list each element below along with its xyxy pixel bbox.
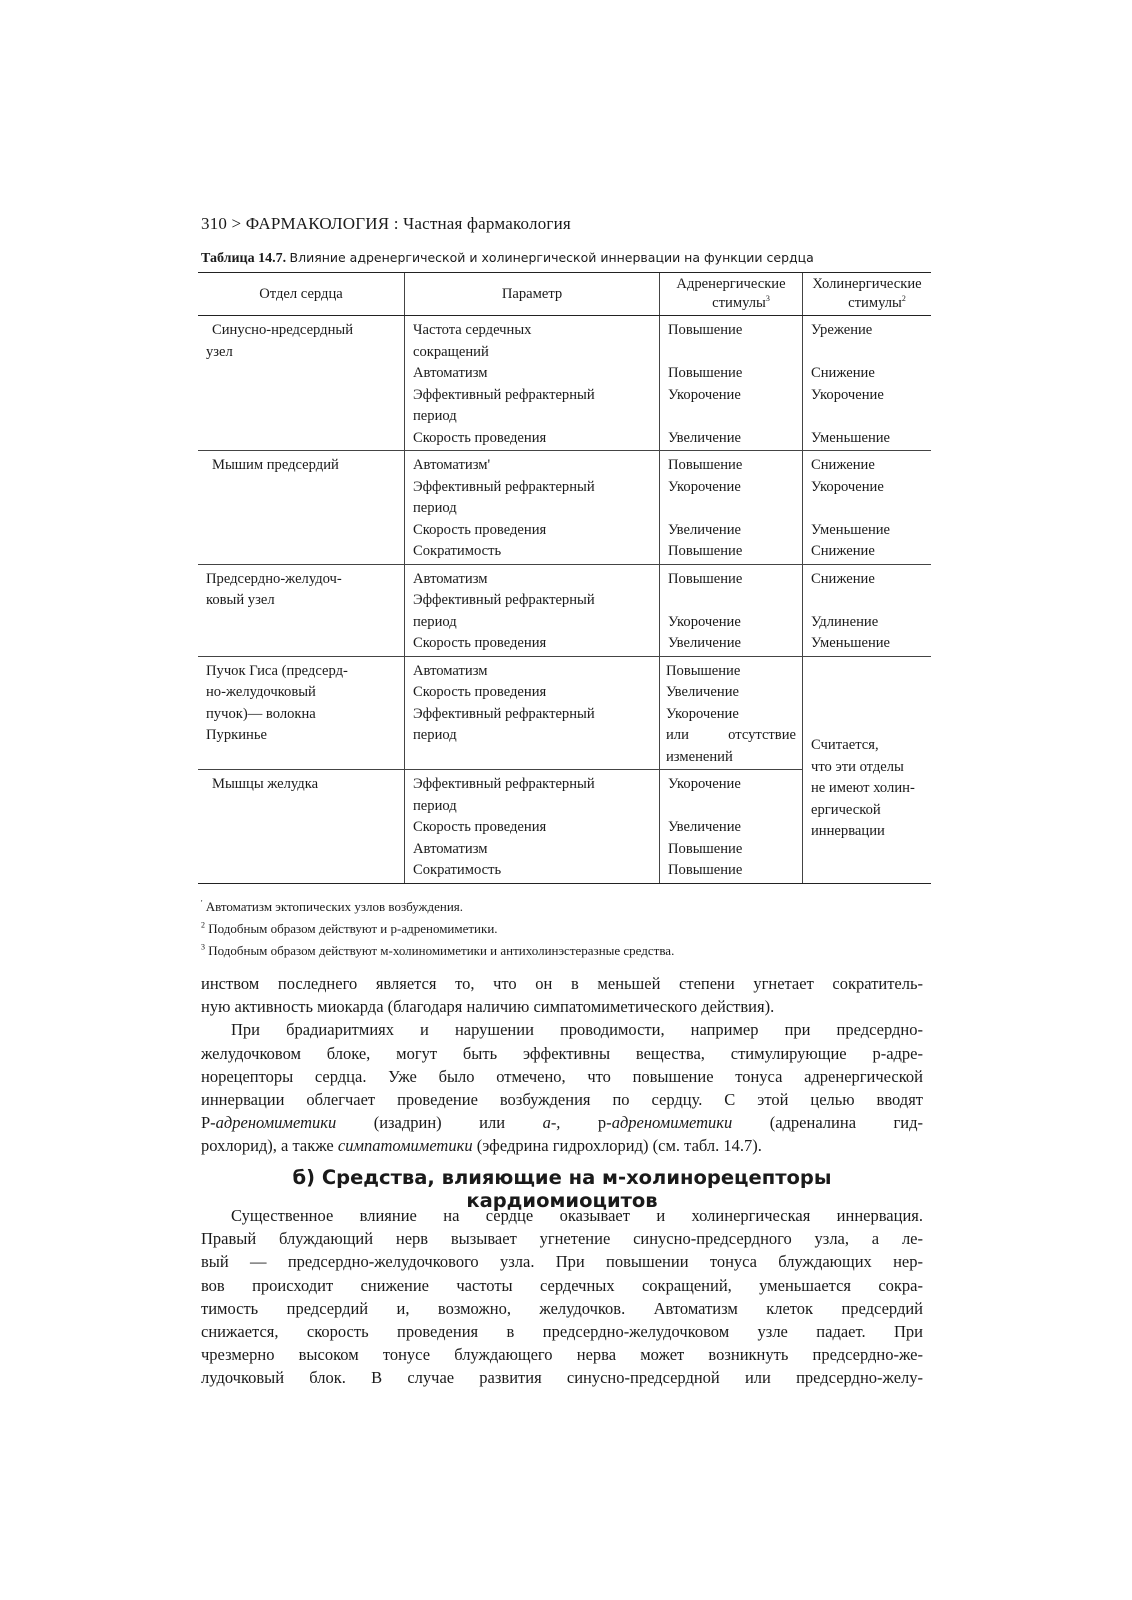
effect-text: Укорочение — [668, 613, 741, 630]
parameter-text: Скорость проведения — [413, 429, 547, 446]
parameter-text: Автоматизм' — [413, 457, 491, 473]
parameter-cell — [405, 770, 660, 884]
drug-class-italic: адреномиметики — [611, 1113, 733, 1133]
section-name-line: пучок)— волокна — [206, 705, 316, 722]
section-name-line: Пуркинье — [206, 727, 267, 743]
text-run: (адреналина гид- — [732, 1113, 923, 1133]
effect-text: Повышение — [668, 543, 743, 559]
footnote-mark: ' — [201, 898, 203, 908]
effect-text: Снижение — [811, 570, 875, 587]
effect-text: Повышение — [668, 365, 743, 381]
text-line: норецепторы сердца. Уже было отмечено, что повышение тонуса адренергической — [201, 1066, 923, 1086]
parameter-cell — [405, 564, 660, 656]
text-run: (эфедрина гидрохлорид) (см. табл. 14.7). — [472, 1136, 762, 1156]
header-heart-section: Отдел сердца — [198, 273, 405, 316]
parameter-text: сокращений — [413, 343, 489, 360]
parameter-text: Автоматизм — [413, 570, 488, 587]
effect-text: Повышение — [666, 662, 741, 679]
effect-text: Увеличение — [668, 521, 741, 538]
section-name-line: Пучок Гиса (предсерд- — [206, 662, 348, 679]
section-cell — [198, 451, 405, 565]
effect-text: Снижение — [811, 365, 875, 381]
effect-text-justified — [666, 725, 796, 747]
section-name-line: Мышцы желудка — [212, 776, 319, 792]
effect-text: Укорочение — [811, 386, 884, 403]
parameter-text: Автоматизм — [413, 365, 488, 381]
text-line: вов происходит снижение частоты сердечных сокращений, уменьшается сокра- — [201, 1275, 923, 1295]
merged-note-line: не имеют холин- — [811, 780, 915, 797]
effect-text: Уменьшение — [811, 635, 891, 651]
effect-text: Уменьшение — [811, 429, 891, 446]
text-run: р- — [560, 1113, 612, 1133]
footnote-text: Подобным образом действуют м-холиномиметики и антихолинэстеразные средства. — [208, 943, 675, 958]
section-cell — [198, 770, 405, 884]
text-line: лудочковый блок. В случае развития синусно-предсердной или предсердно-желу- — [201, 1368, 923, 1388]
parameter-cell — [405, 316, 660, 451]
merged-cholinergic-note-cell — [803, 656, 932, 883]
effect-text: Укорочение — [668, 776, 741, 792]
effect-text: Снижение — [811, 457, 875, 473]
section-name-line: но-желудочковый — [206, 684, 316, 700]
effect-text: Повышение — [668, 570, 743, 587]
header-adrenergic-line2: стимулы — [712, 295, 766, 311]
parameter-text: Скорость проведения — [413, 521, 547, 538]
footnote — [201, 896, 674, 918]
effect-text: отсутствие — [728, 727, 796, 743]
header-adrenergic — [660, 273, 803, 316]
section-cell — [198, 564, 405, 656]
header-cholinergic-footnote-mark: 2 — [901, 294, 906, 304]
parameter-text: Скорость проведения — [413, 819, 547, 835]
cholinergic-cell — [803, 451, 932, 565]
drug-class-italic: адреномиметики — [215, 1113, 337, 1133]
section-cell — [198, 656, 405, 770]
parameter-text: период — [413, 613, 457, 630]
text-line: снижается, скорость проведения в предсердно-желудочковом узле падает. При — [201, 1322, 923, 1342]
effect-text: Укорочение — [811, 478, 884, 495]
table-caption-text: Влияние адренергической и холинергической иннервации на функции сердца — [289, 250, 814, 265]
footnote — [201, 940, 674, 962]
header-adrenergic-line1: Адренергические — [676, 276, 786, 292]
parameter-text: Автоматизм — [413, 662, 488, 679]
effect-text: Укорочение — [666, 705, 739, 722]
footnote-text: Подобным образом действуют и р-адреномиметики. — [208, 921, 498, 936]
text-line: При брадиаритмиях и нарушении проводимости, например при предсердно- — [231, 1020, 923, 1040]
cholinergic-cell — [803, 316, 932, 451]
parameter-text: Частота сердечных — [413, 322, 532, 338]
table-header-row — [198, 273, 931, 316]
table-footnotes — [201, 896, 674, 962]
parameter-text: Эффективный рефрактерный — [413, 705, 595, 722]
table-caption — [201, 250, 814, 267]
merged-note-line: что эти отделы — [811, 758, 904, 775]
parameter-text: период — [413, 408, 457, 424]
effect-text: Повышение — [668, 322, 743, 338]
header-cholinergic-line2: стимулы — [848, 295, 902, 311]
parameter-text: Эффективный рефрактерный — [413, 776, 595, 792]
table-caption-label: Таблица 14.7. — [201, 251, 287, 266]
effect-text: Снижение — [811, 543, 875, 559]
section-name-line: Предсердно-желудоч- — [206, 570, 342, 587]
parameter-text: период — [413, 797, 457, 814]
footnote — [201, 918, 674, 940]
header-cholinergic-line1: Холинергические — [812, 276, 922, 292]
footnote-mark: 2 — [201, 920, 205, 930]
drug-class-italic: а-, — [542, 1113, 561, 1133]
merged-note-line: ергической — [811, 801, 881, 818]
text-line: желудочковом блоке, могут быть эффективны вещества, стимулирующие р-адре- — [201, 1043, 923, 1063]
drug-class-italic: симпатомиметики — [337, 1136, 473, 1156]
header-cholinergic — [803, 273, 932, 316]
text-line: инством последнего является то, что он в меньшей степени угнетает сократитель- — [201, 974, 923, 993]
merged-note-line: иннервации — [811, 823, 885, 840]
text-line: Правый блуждающий нерв вызывает угнетение синусно-предсердного узла, а ле- — [201, 1229, 923, 1249]
parameter-text: период — [413, 500, 457, 516]
parameter-text: период — [413, 727, 457, 743]
text-line: ную активность миокарда (благодаря наличию симпатомиметического действия). — [201, 997, 775, 1017]
footnote-mark: 3 — [201, 942, 205, 952]
running-head: 310 > ФАРМАКОЛОГИЯ : Частная фармакология — [201, 214, 571, 233]
parameter-text: Эффективный рефрактерный — [413, 386, 595, 403]
merged-note-line: Считается, — [811, 737, 879, 754]
header-adrenergic-footnote-mark: 3 — [765, 294, 770, 304]
parameter-text: Эффективный рефрактерный — [413, 478, 595, 495]
text-line: иннервации облегчает проведение возбуждения по сердцу. С этой целью вводят — [201, 1090, 923, 1110]
effect-text: Увеличение — [668, 635, 741, 651]
heart-innervation-table — [198, 272, 931, 884]
footnote-text: Автоматизм эктопических узлов возбуждения. — [205, 899, 464, 914]
parameter-cell — [405, 451, 660, 565]
effect-text: или — [666, 727, 689, 743]
effect-text: Повышение — [668, 862, 743, 878]
table-row — [198, 451, 931, 565]
effect-text: Увеличение — [668, 429, 741, 446]
adrenergic-cell — [660, 564, 803, 656]
adrenergic-cell — [660, 316, 803, 451]
effect-text: Повышение — [668, 840, 743, 857]
adrenergic-cell — [660, 656, 803, 770]
effect-text: Урежение — [811, 322, 873, 338]
effect-text: Увеличение — [666, 684, 739, 700]
section-name-line: узел — [206, 343, 233, 360]
text-line: вый — предсердно-желудочкового узла. При повышении тонуса блуждающих нер- — [201, 1252, 923, 1272]
text-run: (изадрин) или — [336, 1113, 543, 1133]
text-line — [201, 1134, 923, 1157]
body-paragraph-2 — [201, 1204, 923, 1390]
effect-text: Увеличение — [668, 819, 741, 835]
effect-text: Повышение — [668, 457, 743, 473]
text-run: рохлорид), а также — [201, 1136, 338, 1156]
parameter-text: Эффективный рефрактерный — [413, 592, 595, 608]
parameter-text: Автоматизм — [413, 840, 488, 857]
header-parameter: Параметр — [405, 273, 660, 316]
table-row — [198, 564, 931, 656]
parameter-text: Сократимость — [413, 543, 502, 559]
text-line: Существенное влияние на сердце оказывает и холинергическая иннервация. — [231, 1206, 923, 1225]
section-name-line: ковый узел — [206, 592, 275, 608]
effect-text: Удлинение — [811, 613, 879, 630]
parameter-text: Скорость проведения — [413, 635, 547, 651]
parameter-text: Скорость проведения — [413, 684, 547, 700]
text-line: тимость предсердий и, возможно, желудочков. Автоматизм клеток предсердий — [201, 1298, 923, 1318]
section-subheading: б) Средства, влияющие на м-холинорецепторы кардиомиоцитов — [292, 1166, 832, 1212]
parameter-cell — [405, 656, 660, 770]
text-line — [201, 1111, 923, 1134]
effect-text: Уменьшение — [811, 521, 891, 538]
section-name-line: Синусно-нредсердный — [212, 322, 353, 338]
section-cell — [198, 316, 405, 451]
effect-text: изменений — [666, 748, 733, 765]
effect-text: Укорочение — [668, 478, 741, 495]
section-name-line: Мышим предсердий — [212, 457, 339, 473]
table-row — [198, 656, 931, 770]
body-paragraph-1 — [201, 972, 923, 1158]
adrenergic-cell — [660, 451, 803, 565]
adrenergic-cell — [660, 770, 803, 884]
cholinergic-cell — [803, 564, 932, 656]
text-run: Р- — [201, 1113, 216, 1133]
parameter-text: Сократимость — [413, 862, 502, 878]
text-line: чрезмерно высоком тонусе блуждающего нерва может возникнуть предсердно-же- — [201, 1345, 923, 1365]
table-row — [198, 316, 931, 451]
effect-text: Укорочение — [668, 386, 741, 403]
